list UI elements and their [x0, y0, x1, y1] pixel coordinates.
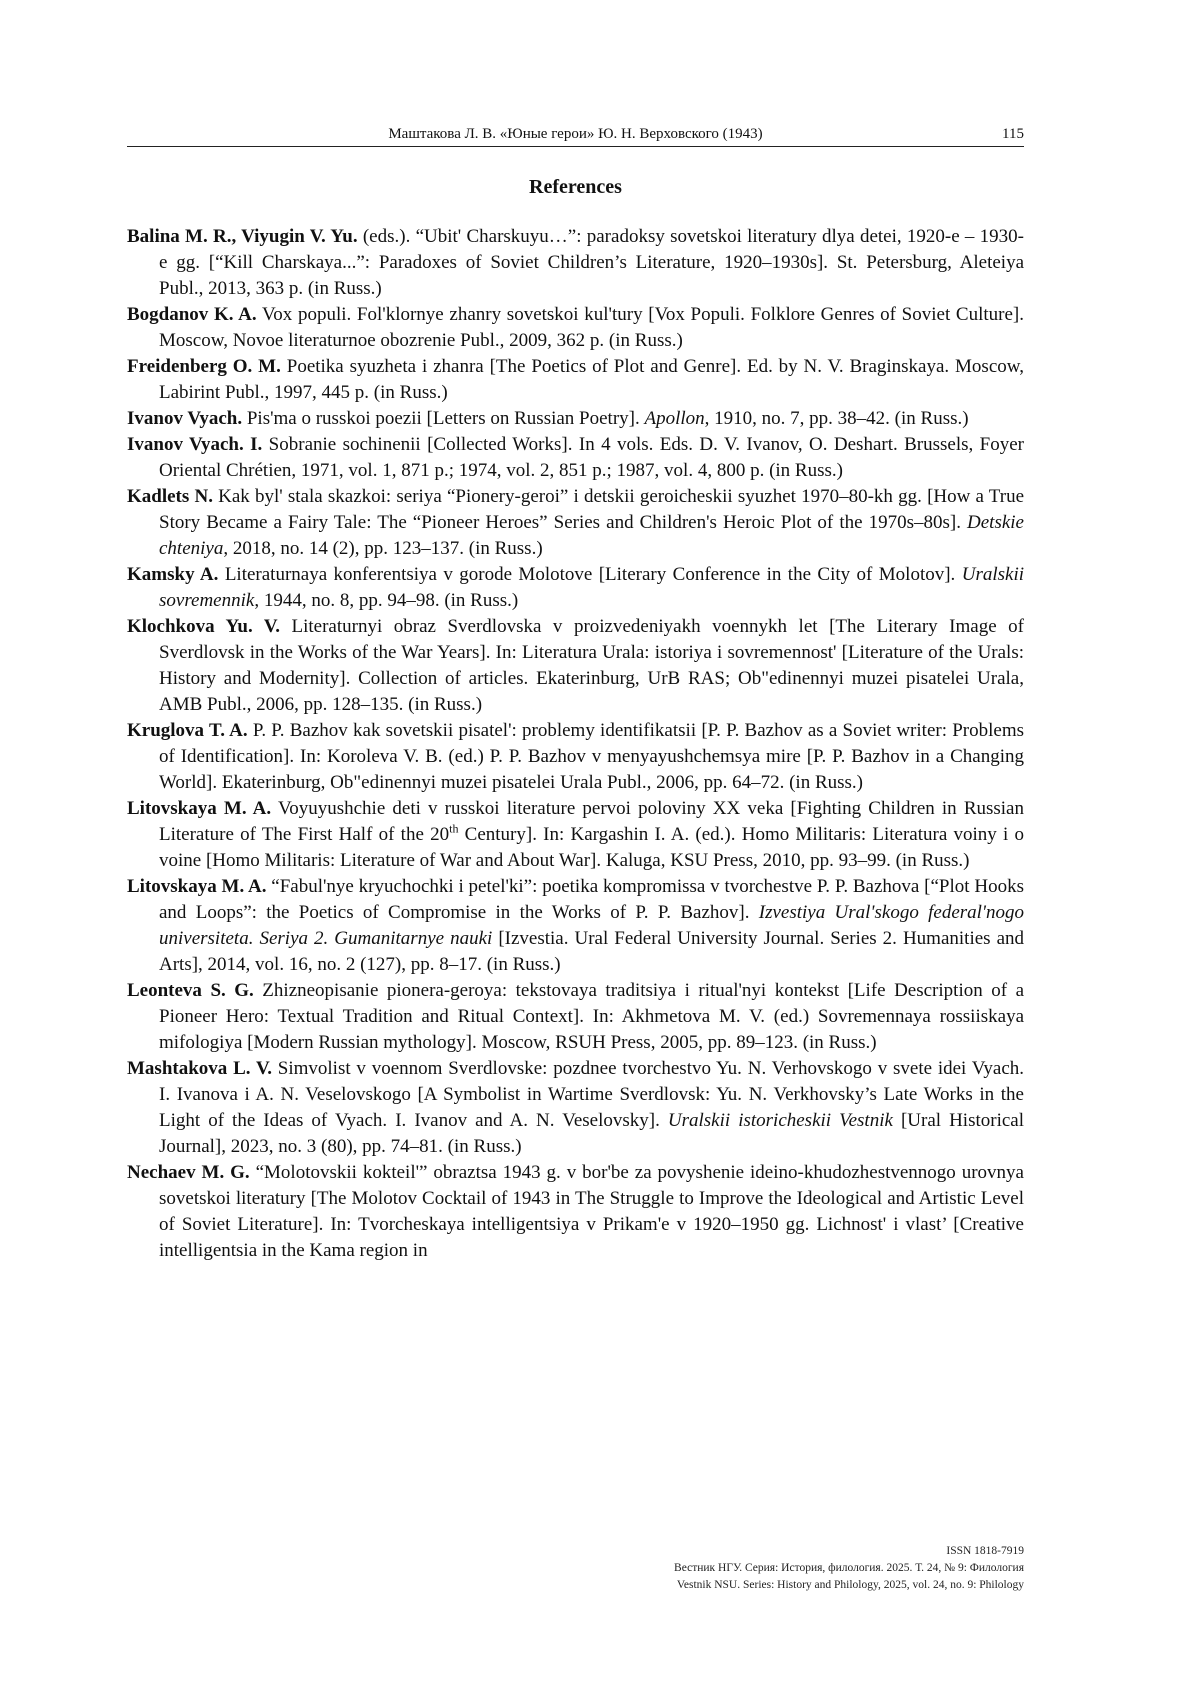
reference-entry: [127, 796, 1024, 874]
reference-authors: Kadlets N.: [127, 486, 213, 507]
reference-text: [Ural Historical Journal], 2023, no. 3 (80), pp. 74–81. (in Russ.): [159, 1110, 1025, 1157]
section-title: References: [529, 176, 622, 198]
page-footer: [500, 1543, 1024, 1594]
reference-entry: [127, 978, 1024, 1056]
reference-source-title: Uralskii istoricheskii Vestnik: [667, 1110, 893, 1131]
reference-text: “Fabul'nye kryuchochki i petel'ki”: poetika kompromissa v tvorchestve P. P. Bazhova [“Plot Hooks and Loops”: the Poetics of Compromise in the Works of P. P. Bazhov].: [159, 876, 1024, 923]
reference-authors: Litovskaya M. A.: [127, 798, 272, 819]
reference-authors: Leonteva S. G.: [127, 980, 254, 1001]
reference-source-title: Uralskii sovremennik: [159, 564, 1024, 611]
reference-text: , 1944, no. 8, pp. 94–98. (in Russ.): [254, 590, 519, 611]
reference-entry: [127, 224, 1024, 302]
reference-text: Century]. In: Kargashin I. A. (ed.). Homo Militaris: Literatura voiny i o voine [Homo Militaris: Literature of War and About War]. Kaluga, KSU Press, 2010, pp. 93–99. (in Russ.): [159, 824, 1024, 871]
reference-authors: Litovskaya M. A.: [127, 876, 267, 897]
reference-text: , 1910, no. 7, pp. 38–42. (in Russ.): [704, 408, 969, 429]
reference-entry: [127, 354, 1024, 406]
reference-text: Simvolist v voennom Sverdlovske: pozdnee tvorchestvo Yu. N. Verhovskogo v svete idei Vyach. I. Ivanova i A. N. Veselovskogo [A Symbolist in Wartime Sverdlovsk: Yu. N. Verkhovsky’s Late Works in the Light of the Ideas of Vyach. I. Ivanov and A. N. Veselovsky].: [159, 1058, 1025, 1131]
footer-journal-en: Vestnik NSU. Series: History and Philology, 2025, vol. 24, no. 9: Philology: [676, 1579, 1024, 1591]
reference-text: Kak byl' stala skazkoi: seriya “Pionery-geroi” i detskii geroicheskii syuzhet 1970–80-kh gg. [How a True Story Became a Fairy Tale: The “Pioneer Heroes” Series and Children's Heroic Plot of the 1970s–80s].: [159, 486, 1025, 533]
page-number: 115: [1002, 126, 1024, 142]
running-header: [127, 122, 1024, 148]
reference-source-title: Apollon: [644, 408, 705, 429]
reference-authors: Ivanov Vyach.: [127, 408, 243, 429]
reference-text: Voyuyushchie deti v russkoi literature pervoi poloviny XX veka [Fighting Children in Russian Literature of The First Half of the 20: [159, 798, 1024, 845]
reference-authors: Nechaev M. G.: [127, 1162, 250, 1183]
reference-text: Poetika syuzheta i zhanra [The Poetics of Plot and Genre]. Ed. by N. V. Braginskaya. Moscow, Labirint Publ., 1997, 445 p. (in Russ.): [159, 356, 1025, 403]
reference-entry: [127, 406, 1024, 432]
running-title: Маштакова Л. В. «Юные герои» Ю. Н. Верховского (1943): [388, 126, 763, 142]
header-rule: [127, 146, 1024, 147]
reference-text: Vox populi. Fol'klornye zhanry sovetskoi kul'tury [Vox Populi. Folklore Genres of Soviet Culture]. Moscow, Novoe literaturnoe obozrenie Publ., 2009, 362 p. (in Russ.): [159, 304, 1024, 351]
reference-entry: [127, 562, 1024, 614]
reference-text: Sobranie sochinenii [Collected Works]. In 4 vols. Eds. D. V. Ivanov, O. Deshart. Brussels, Foyer Oriental Chrétien, 1971, vol. 1, 871 p.; 1974, vol. 2, 851 p.; 1987, vol. 4, 800 p. (in Russ.): [159, 434, 1024, 481]
reference-authors: Klochkova Yu. V.: [127, 616, 280, 637]
reference-text: Zhizneopisanie pionera-geroya: tekstovaya traditsiya i ritual'nyi kontekst [Life Description of a Pioneer Hero: Textual Tradition and Ritual Context]. In: Akhmetova M. V. (ed.) Sovremennaya rossiiskaya mifologiya [Modern Russian mythology]. Moscow, RSUH Press, 2005, pp. 89–123. (in Russ.): [159, 980, 1024, 1053]
reference-source-title: Detskie chteniya: [159, 512, 1024, 559]
reference-text: “Molotovskii kokteil'” obraztsa 1943 g. v bor'be za povyshenie ideino-khudozhestvennogo urovnya sovetskoi literatury [The Molotov Cocktail of 1943 in The Struggle to Improve the Ideological and Artistic Level of Soviet Literature]. In: Tvorcheskaya intelligentsiya v Prikam'e v 1920–1950 gg. Lichnost' i vlast’ [Creative intelligentsia in the Kama region in: [159, 1162, 1024, 1261]
reference-authors: Kamsky A.: [127, 564, 219, 585]
reference-entry: [127, 718, 1024, 796]
reference-authors: Balina M. R., Viyugin V. Yu.: [127, 226, 358, 247]
reference-text: Literaturnyi obraz Sverdlovska v proizvedeniyakh voennykh let [The Literary Image of Sverdlovsk in the Works of the War Years]. In: Literatura Urala: istoriya i sovremennost' [Literature of the Urals: History and Modernity]. Collection of articles. Ekaterinburg, UrB RAS; Ob"edinennyi muzei pisatelei Urala, AMB Publ., 2006, pp. 128–135. (in Russ.): [159, 616, 1024, 715]
footer-journal-ru: Вестник НГУ. Серия: История, филология. 2025. Т. 24, № 9: Филология: [674, 1562, 1024, 1574]
reference-text: [Izvestia. Ural Federal University Journal. Series 2. Humanities and Arts], 2014, vol. 16, no. 2 (127), pp. 8–17. (in Russ.): [159, 928, 1025, 975]
references-list: [127, 224, 1024, 1264]
reference-entry: [127, 614, 1024, 718]
reference-entry: [127, 484, 1024, 562]
reference-source-title: Izvestiya Ural'skogo federal'nogo universiteta. Seriya 2. Gumanitarnye nauki: [159, 902, 1024, 949]
reference-entry: [127, 874, 1024, 978]
reference-authors: Bogdanov K. A.: [127, 304, 257, 325]
reference-entry: [127, 1160, 1024, 1264]
reference-text: P. P. Bazhov kak sovetskii pisatel': problemy identifikatsii [P. P. Bazhov as a Soviet writer: Problems of Identification]. In: Koroleva V. B. (ed.) P. P. Bazhov v menyayushchemsya mire [P. P. Bazhov in a Changing World]. Ekaterinburg, Ob"edinennyi muzei pisatelei Urala Publ., 2006, pp. 64–72. (in Russ.): [159, 720, 1024, 793]
reference-authors: Freidenberg O. M.: [127, 356, 281, 377]
reference-authors: Mashtakova L. V.: [127, 1058, 272, 1079]
reference-text: , 2018, no. 14 (2), pp. 123–137. (in Russ.): [223, 538, 543, 559]
reference-entry: [127, 432, 1024, 484]
reference-authors: Ivanov Vyach. I.: [127, 434, 263, 455]
reference-text: (eds.). “Ubit' Charskuyu…”: paradoksy sovetskoi literatury dlya detei, 1920-e – 1930-e gg. [“Kill Charskaya...”: Paradoxes of Soviet Children’s Literature, 1920–1930s]. St. Petersburg, Aleteiya Publ., 2013, 363 p. (in Russ.): [159, 226, 1024, 299]
footer-issn: ISSN 1818-7919: [946, 1545, 1024, 1557]
reference-authors: Kruglova T. A.: [127, 720, 248, 741]
reference-text: th: [449, 821, 459, 836]
reference-text: Literaturnaya konferentsiya v gorode Molotove [Literary Conference in the City of Molotov].: [218, 564, 962, 585]
reference-entry: [127, 1056, 1024, 1160]
reference-entry: [127, 302, 1024, 354]
reference-text: Pis'ma o russkoi poezii [Letters on Russian Poetry].: [242, 408, 645, 429]
